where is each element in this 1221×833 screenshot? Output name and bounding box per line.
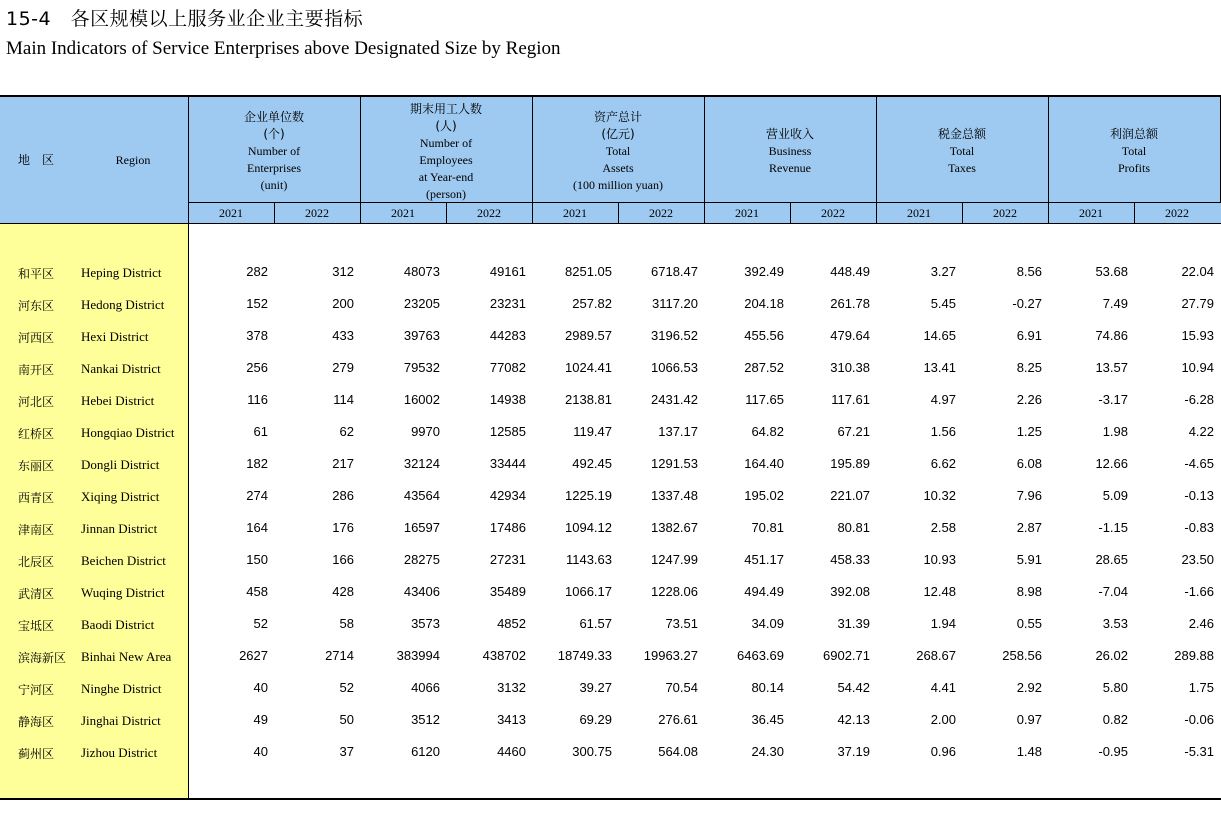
table-row [0, 321, 1221, 353]
table-cell: 195.02 [744, 488, 784, 503]
region-name-zh: 武清区 [18, 587, 55, 601]
table-cell: 50 [339, 712, 354, 727]
table-cell: 2714 [325, 648, 354, 663]
table-cell: 200 [332, 296, 354, 311]
table-cell: 12.66 [1095, 456, 1128, 471]
region-header-zh: 地 区 [18, 153, 55, 167]
table-bottom-rule [0, 798, 1221, 800]
table-cell: 62 [339, 424, 354, 439]
header-label-zh: 营业收入 [765, 127, 814, 141]
region-name-en: Hedong District [81, 297, 165, 312]
region-name-en: Jinnan District [81, 521, 158, 536]
table-cell: 5.45 [930, 296, 956, 311]
region-name-zh: 滨海新区 [18, 651, 67, 665]
table-cell: 67.21 [837, 424, 870, 439]
year-header: 2022 [993, 206, 1017, 220]
header-label-zh: (亿元) [601, 127, 635, 141]
table-cell: 7.96 [1016, 488, 1042, 503]
table-cell: 23205 [403, 296, 440, 311]
region-name-en: Hongqiao District [81, 425, 175, 440]
region-name-en: Binhai New Area [81, 649, 172, 664]
table-cell: 0.82 [1102, 712, 1128, 727]
table-cell: 2138.81 [565, 392, 612, 407]
table-cell: 8.98 [1016, 584, 1042, 599]
table-cell: 256 [246, 360, 268, 375]
table-cell: 217 [332, 456, 354, 471]
table-cell: 4.97 [930, 392, 956, 407]
table-cell: 152 [246, 296, 268, 311]
table-cell: 1024.41 [565, 360, 612, 375]
header-label-zh: 企业单位数 [243, 110, 304, 124]
table-cell: 49 [253, 712, 268, 727]
table-cell: 61.57 [579, 616, 612, 631]
table-cell: 44283 [489, 328, 526, 343]
region-name-zh: 津南区 [18, 523, 55, 537]
table-cell: 3573 [411, 616, 440, 631]
table-row [0, 641, 1221, 673]
table-cell: 3132 [497, 680, 526, 695]
table-cell: 10.94 [1181, 360, 1214, 375]
table-cell: 4460 [497, 744, 526, 759]
region-name-en: Jinghai District [81, 713, 161, 728]
grid-hline [0, 223, 1221, 224]
table-cell: 6.62 [930, 456, 956, 471]
header-label-en: Total [605, 144, 631, 158]
table-cell: 27.79 [1181, 296, 1214, 311]
table-cell: 8.56 [1016, 264, 1042, 279]
region-name-en: Xiqing District [81, 489, 160, 504]
table-cell: -7.04 [1098, 584, 1128, 599]
table-cell: 455.56 [744, 328, 784, 343]
table-cell: 33444 [489, 456, 526, 471]
table-cell: 70.54 [665, 680, 698, 695]
table-cell: 6.91 [1016, 328, 1042, 343]
table-cell: 61 [253, 424, 268, 439]
table-cell: 54.42 [837, 680, 870, 695]
year-header: 2022 [305, 206, 329, 220]
region-name-zh: 红桥区 [18, 427, 55, 441]
column-group-header [704, 126, 876, 177]
column-group-header [360, 101, 532, 203]
table-cell: 2989.57 [565, 328, 612, 343]
region-name-en: Ninghe District [81, 681, 162, 696]
table-cell: 279 [332, 360, 354, 375]
table-cell: 286 [332, 488, 354, 503]
table-cell: 5.91 [1016, 552, 1042, 567]
table-cell: 1337.48 [651, 488, 698, 503]
page-title-en: Main Indicators of Service Enterprises above Designated Size by Region [6, 38, 561, 59]
table-cell: 43564 [403, 488, 440, 503]
table-row [0, 385, 1221, 417]
region-name-zh: 河北区 [18, 395, 55, 409]
table-cell: 2.00 [930, 712, 956, 727]
table-cell: 117.61 [831, 392, 870, 407]
table-cell: 479.64 [830, 328, 870, 343]
region-name-en: Hebei District [81, 393, 155, 408]
column-group-header [876, 126, 1048, 177]
table-top-rule [0, 95, 1221, 97]
table-cell: 5.80 [1102, 680, 1128, 695]
table-cell: 77082 [489, 360, 526, 375]
table-cell: -6.28 [1184, 392, 1214, 407]
table-cell: 458.33 [830, 552, 870, 567]
table-cell: 3196.52 [651, 328, 698, 343]
header-label-en: Employees [419, 152, 473, 167]
table-cell: 195.89 [830, 456, 870, 471]
table-cell: 15.93 [1181, 328, 1214, 343]
year-header: 2022 [821, 206, 845, 220]
table-cell: 73.51 [665, 616, 698, 631]
header-label-en: (person) [426, 186, 466, 201]
year-header: 2021 [735, 206, 759, 220]
table-cell: 16002 [403, 392, 440, 407]
table-cell: 204.18 [744, 296, 784, 311]
table-cell: 39.27 [579, 680, 612, 695]
header-label-en: Assets [602, 161, 634, 175]
table-cell: 36.45 [751, 712, 784, 727]
table-cell: 1247.99 [651, 552, 698, 567]
table-cell: 23.50 [1181, 552, 1214, 567]
table-cell: 438702 [482, 648, 526, 663]
table-cell: 392.08 [830, 584, 870, 599]
table-cell: 31.39 [837, 616, 870, 631]
year-header: 2022 [649, 206, 673, 220]
table-cell: -0.06 [1184, 712, 1214, 727]
header-label-en: Business [768, 144, 812, 158]
table-cell: -3.17 [1098, 392, 1128, 407]
table-row [0, 737, 1221, 769]
table-cell: 117.65 [745, 392, 784, 407]
table-cell: 16597 [403, 520, 440, 535]
table-row [0, 673, 1221, 705]
table-cell: 182 [246, 456, 268, 471]
table-cell: 7.49 [1102, 296, 1128, 311]
table-cell: 1.75 [1188, 680, 1214, 695]
table-cell: 1382.67 [651, 520, 698, 535]
region-name-en: Wuqing District [81, 585, 165, 600]
year-header: 2021 [391, 206, 415, 220]
table-cell: -5.31 [1184, 744, 1214, 759]
table-cell: 13.41 [923, 360, 956, 375]
table-cell: 58 [339, 616, 354, 631]
table-cell: 3117.20 [651, 296, 698, 311]
table-cell: 1143.63 [565, 552, 612, 567]
header-label-en: Number of [247, 144, 301, 158]
table-cell: 3512 [411, 712, 440, 727]
table-cell: 258.56 [1002, 648, 1042, 663]
table-cell: 257.82 [572, 296, 612, 311]
table-cell: 42.13 [837, 712, 870, 727]
table-cell: 268.67 [916, 648, 956, 663]
table-cell: 80.14 [751, 680, 784, 695]
table-cell: 1228.06 [651, 584, 698, 599]
table-cell: 166 [332, 552, 354, 567]
table-cell: 458 [246, 584, 268, 599]
table-cell: 137.17 [658, 424, 698, 439]
table-cell: 4852 [497, 616, 526, 631]
table-cell: 12.48 [923, 584, 956, 599]
table-row [0, 513, 1221, 545]
table-cell: 69.29 [579, 712, 612, 727]
table-cell: 17486 [489, 520, 526, 535]
header-label-zh: (个) [263, 127, 285, 141]
table-cell: 37 [339, 744, 354, 759]
table-cell: 119.47 [573, 424, 612, 439]
table-cell: 310.38 [830, 360, 870, 375]
table-cell: 451.17 [744, 552, 784, 567]
header-label-zh: 税金总额 [937, 127, 986, 141]
header-label-en: Revenue [769, 161, 811, 175]
table-cell: 4066 [411, 680, 440, 695]
table-cell: 4.22 [1188, 424, 1214, 439]
table-cell: 42934 [489, 488, 526, 503]
table-cell: 274 [246, 488, 268, 503]
table-cell: 2.92 [1016, 680, 1042, 695]
table-cell: 5.09 [1102, 488, 1128, 503]
year-header: 2021 [219, 206, 243, 220]
table-row [0, 257, 1221, 289]
table-cell: 52 [339, 680, 354, 695]
table-cell: 19963.27 [643, 648, 698, 663]
header-label-en: at Year-end [418, 169, 474, 184]
region-name-zh: 北辰区 [18, 555, 55, 569]
column-group-header [188, 109, 360, 194]
page-title-zh: 15-4 各区规模以上服务业企业主要指标 [6, 8, 364, 30]
table-row [0, 705, 1221, 737]
table-cell: 23231 [489, 296, 526, 311]
header-label-zh: (人) [435, 118, 457, 133]
table-cell: 1094.12 [565, 520, 612, 535]
table-cell: 164.40 [744, 456, 784, 471]
year-header: 2021 [563, 206, 587, 220]
header-label-zh: 资产总计 [593, 110, 642, 124]
header-label-en: Taxes [948, 161, 976, 175]
region-name-zh: 蓟州区 [18, 747, 55, 761]
table-cell: -0.27 [1012, 296, 1042, 311]
table-cell: 0.97 [1016, 712, 1042, 727]
region-name-en: Hexi District [81, 329, 149, 344]
table-cell: 43406 [403, 584, 440, 599]
table-cell: 378 [246, 328, 268, 343]
table-cell: 79532 [403, 360, 440, 375]
table-cell: 4.41 [930, 680, 956, 695]
table-cell: 2431.42 [651, 392, 698, 407]
table-cell: -0.83 [1184, 520, 1214, 535]
year-header: 2021 [1079, 206, 1103, 220]
table-row [0, 353, 1221, 385]
table-cell: 1225.19 [565, 488, 612, 503]
region-name-zh: 宁河区 [18, 683, 55, 697]
region-name-en: Dongli District [81, 457, 160, 472]
table-cell: 6.08 [1016, 456, 1042, 471]
header-label-en: (unit) [260, 178, 288, 192]
table-cell: 10.93 [923, 552, 956, 567]
table-cell: 1291.53 [651, 456, 698, 471]
header-label-zh: 期末用工人数 [409, 101, 482, 116]
table-cell: 49161 [489, 264, 526, 279]
table-cell: 383994 [396, 648, 440, 663]
table-cell: 39763 [403, 328, 440, 343]
table-row [0, 481, 1221, 513]
column-group-header [1048, 126, 1220, 177]
table-cell: 289.88 [1174, 648, 1214, 663]
table-cell: 26.02 [1095, 648, 1128, 663]
region-name-zh: 西青区 [18, 491, 55, 505]
table-cell: 114 [333, 392, 354, 407]
table-cell: 6718.47 [651, 264, 698, 279]
table-row [0, 577, 1221, 609]
table-cell: 448.49 [830, 264, 870, 279]
year-header: 2022 [477, 206, 501, 220]
table-cell: 312 [332, 264, 354, 279]
table-cell: 37.19 [837, 744, 870, 759]
table-cell: 34.09 [751, 616, 784, 631]
region-name-en: Heping District [81, 265, 162, 280]
region-name-zh: 河西区 [18, 331, 55, 345]
table-cell: 0.96 [930, 744, 956, 759]
table-cell: 261.78 [830, 296, 870, 311]
table-cell: 1066.17 [565, 584, 612, 599]
table-cell: -1.66 [1184, 584, 1214, 599]
table-cell: 53.68 [1095, 264, 1128, 279]
table-cell: 1.56 [930, 424, 956, 439]
region-name-en: Nankai District [81, 361, 161, 376]
table-cell: 12585 [489, 424, 526, 439]
table-cell: 2.26 [1016, 392, 1042, 407]
table-cell: 32124 [403, 456, 440, 471]
table-cell: 14.65 [923, 328, 956, 343]
table-cell: 564.08 [658, 744, 698, 759]
table-cell: 27231 [489, 552, 526, 567]
table-cell: 2.46 [1188, 616, 1214, 631]
table-cell: 1.98 [1102, 424, 1128, 439]
table-cell: 70.81 [751, 520, 784, 535]
table-cell: 1066.53 [651, 360, 698, 375]
table-cell: 13.57 [1095, 360, 1128, 375]
table-cell: 74.86 [1095, 328, 1128, 343]
year-header: 2021 [907, 206, 931, 220]
year-header: 2022 [1165, 206, 1189, 220]
table-cell: 221.07 [830, 488, 870, 503]
table-cell: 28275 [403, 552, 440, 567]
table-cell: 14938 [489, 392, 526, 407]
region-name-zh: 东丽区 [18, 459, 55, 473]
region-name-zh: 静海区 [18, 715, 55, 729]
table-cell: -0.95 [1098, 744, 1128, 759]
table-cell: 40 [253, 744, 268, 759]
table-cell: 52 [253, 616, 268, 631]
table-cell: 3.53 [1102, 616, 1128, 631]
table-cell: 433 [332, 328, 354, 343]
table-cell: 40 [253, 680, 268, 695]
table-cell: -4.65 [1184, 456, 1214, 471]
table-cell: 3413 [497, 712, 526, 727]
table-cell: 6120 [411, 744, 440, 759]
table-cell: -0.13 [1184, 488, 1214, 503]
region-name-en: Jizhou District [81, 745, 158, 760]
table-cell: 428 [332, 584, 354, 599]
table-cell: 22.04 [1181, 264, 1214, 279]
table-cell: 2.58 [930, 520, 956, 535]
table-cell: 494.49 [744, 584, 784, 599]
table-cell: 492.45 [572, 456, 612, 471]
region-name-en: Baodi District [81, 617, 155, 632]
table-cell: 276.61 [658, 712, 698, 727]
table-row [0, 545, 1221, 577]
region-header-en: Region [115, 153, 151, 167]
table-cell: -1.15 [1098, 520, 1128, 535]
table-cell: 392.49 [744, 264, 784, 279]
table-cell: 150 [246, 552, 268, 567]
table-cell: 1.94 [930, 616, 956, 631]
table-cell: 2627 [239, 648, 268, 663]
table-cell: 80.81 [837, 520, 870, 535]
table-cell: 8251.05 [565, 264, 612, 279]
table-cell: 8.25 [1016, 360, 1042, 375]
table-row [0, 449, 1221, 481]
table-cell: 1.25 [1016, 424, 1042, 439]
column-group-header [532, 109, 704, 194]
table-cell: 287.52 [744, 360, 784, 375]
header-label-en: Total [949, 144, 975, 158]
region-name-zh: 宝坻区 [18, 619, 55, 633]
table-cell: 0.55 [1016, 616, 1042, 631]
header-label-en: Profits [1117, 161, 1150, 175]
table-cell: 24.30 [751, 744, 784, 759]
table-cell: 6902.71 [823, 648, 870, 663]
region-name-zh: 河东区 [18, 299, 55, 313]
table-cell: 2.87 [1016, 520, 1042, 535]
region-name-zh: 南开区 [18, 363, 55, 377]
table-cell: 35489 [489, 584, 526, 599]
table-cell: 6463.69 [737, 648, 784, 663]
header-label-en: Total [1121, 144, 1147, 158]
region-name-en: Beichen District [81, 553, 166, 568]
table-row [0, 289, 1221, 321]
region-name-zh: 和平区 [18, 267, 55, 281]
table-row [0, 417, 1221, 449]
table-cell: 18749.33 [557, 648, 612, 663]
table-cell: 28.65 [1095, 552, 1128, 567]
table-cell: 116 [247, 392, 268, 407]
table-cell: 9970 [411, 424, 440, 439]
table-cell: 282 [246, 264, 268, 279]
table-cell: 48073 [403, 264, 440, 279]
table-cell: 3.27 [930, 264, 956, 279]
header-label-en: Enterprises [247, 161, 301, 175]
table-cell: 176 [332, 520, 354, 535]
table-cell: 10.32 [923, 488, 956, 503]
table-cell: 300.75 [572, 744, 612, 759]
header-label-zh: 利润总额 [1109, 127, 1158, 141]
header-label-en: (100 million yuan) [573, 178, 663, 192]
table-cell: 164 [246, 520, 268, 535]
table-row [0, 609, 1221, 641]
table-cell: 64.82 [751, 424, 784, 439]
header-label-en: Number of [419, 135, 473, 150]
table-cell: 1.48 [1016, 744, 1042, 759]
